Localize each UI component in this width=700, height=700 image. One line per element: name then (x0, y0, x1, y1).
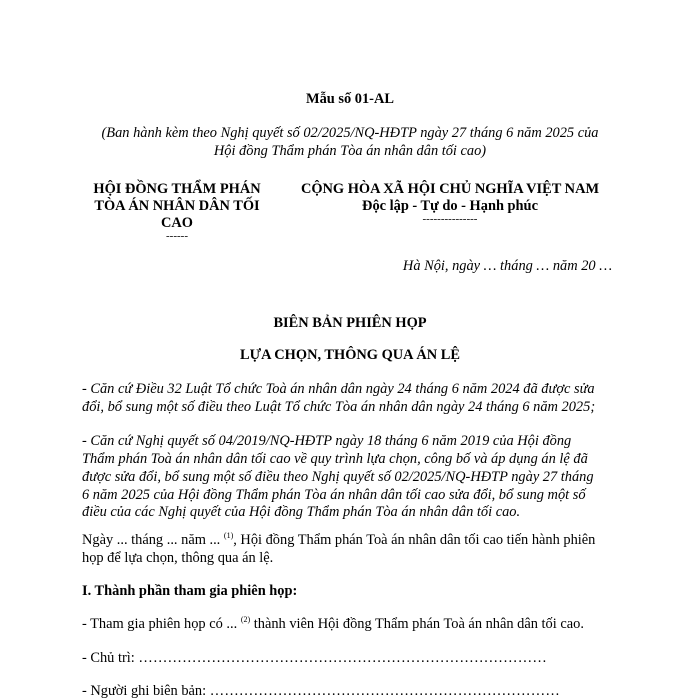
form-number: Mẫu số 01-AL (306, 91, 394, 107)
nation-title: CỘNG HÒA XÃ HỘI CHỦ NGHĨA VIỆT NAM (300, 181, 600, 197)
participants-line (82, 615, 584, 633)
intro-line2: họp để lựa chọn, thông qua án lệ. (82, 550, 274, 566)
participants-part2: thành viên Hội đồng Thẩm phán Toà án nhân dân tối cao. (253, 616, 584, 632)
basis-2-line2: Thẩm phán Toà án nhân dân tối cao về quy trình lựa chọn, công bố và áp dụng án lệ đã (82, 451, 588, 467)
issuer-line1: HỘI ĐỒNG THẨM PHÁN (93, 181, 261, 197)
section1-heading: I. Thành phần tham gia phiên họp: (82, 583, 298, 599)
chair-label: - Chủ trì: (82, 650, 135, 666)
basis-1-line1: - Căn cứ Điều 32 Luật Tổ chức Toà án nhân dân ngày 24 tháng 6 năm 2024 đã được sửa (82, 381, 595, 397)
issuance-note-line1: (Ban hành kèm theo Nghị quyết số 02/2025/NQ-HĐTP ngày 27 tháng 6 năm 2025 của (101, 125, 599, 141)
intro-part2: , Hội đồng Thẩm phán Toà án nhân dân tối cao tiến hành phiên (233, 532, 596, 548)
recorder-label: - Người ghi biên bản: (82, 683, 207, 699)
doc-title-line2: LỰA CHỌN, THÔNG QUA ÁN LỆ (240, 347, 460, 363)
recorder-line (82, 682, 560, 700)
issuer-line3: CAO (161, 215, 193, 231)
issuance-note-line2: Hội đồng Thẩm phán Tòa án nhân dân tối cao) (213, 143, 487, 159)
nation-motto: Độc lập - Tự do - Hạnh phúc (362, 198, 538, 214)
recorder-dots: ……………………………………………………………… (209, 683, 560, 699)
doc-title-line1: BIÊN BẢN PHIÊN HỌP (273, 315, 427, 331)
chair-dots: ………………………………………………………………………… (138, 650, 547, 666)
intro-line1 (82, 531, 595, 549)
intro-note-ref: (1) (223, 531, 234, 541)
issuer-line2: TÒA ÁN NHÂN DÂN TỐI (94, 198, 260, 214)
basis-2-line3: được sửa đổi, bổ sung một số điều theo Nghị quyết số 02/2025/NQ-HĐTP ngày 27 tháng (82, 469, 594, 485)
basis-2-line5: điều của các Nghị quyết của Hội đồng Thẩm phán Tòa án nhân dân tối cao. (82, 504, 521, 520)
participants-note-ref: (2) (240, 615, 251, 625)
basis-2-line4: 6 năm 2025 của Hội đồng Thẩm phán Tòa án nhân dân tối cao sửa đổi, bổ sung một số (82, 487, 586, 503)
intro-part1: Ngày ... tháng ... năm ... (82, 532, 221, 548)
nation-rule: --------------- (422, 213, 478, 225)
basis-2-line1: - Căn cứ Nghị quyết số 04/2019/NQ-HĐTP ngày 18 tháng 6 năm 2019 của Hội đồng (82, 433, 572, 449)
place-date: Hà Nội, ngày … tháng … năm 20 … (402, 258, 612, 274)
chair-line (82, 649, 547, 667)
basis-1-line2: đổi, bổ sung một số điều theo Luật Tổ chức Tòa án nhân dân ngày 24 tháng 6 năm 2025; (82, 399, 596, 415)
issuer-rule: ------ (166, 230, 188, 242)
participants-part1: - Tham gia phiên họp có ... (82, 616, 238, 632)
